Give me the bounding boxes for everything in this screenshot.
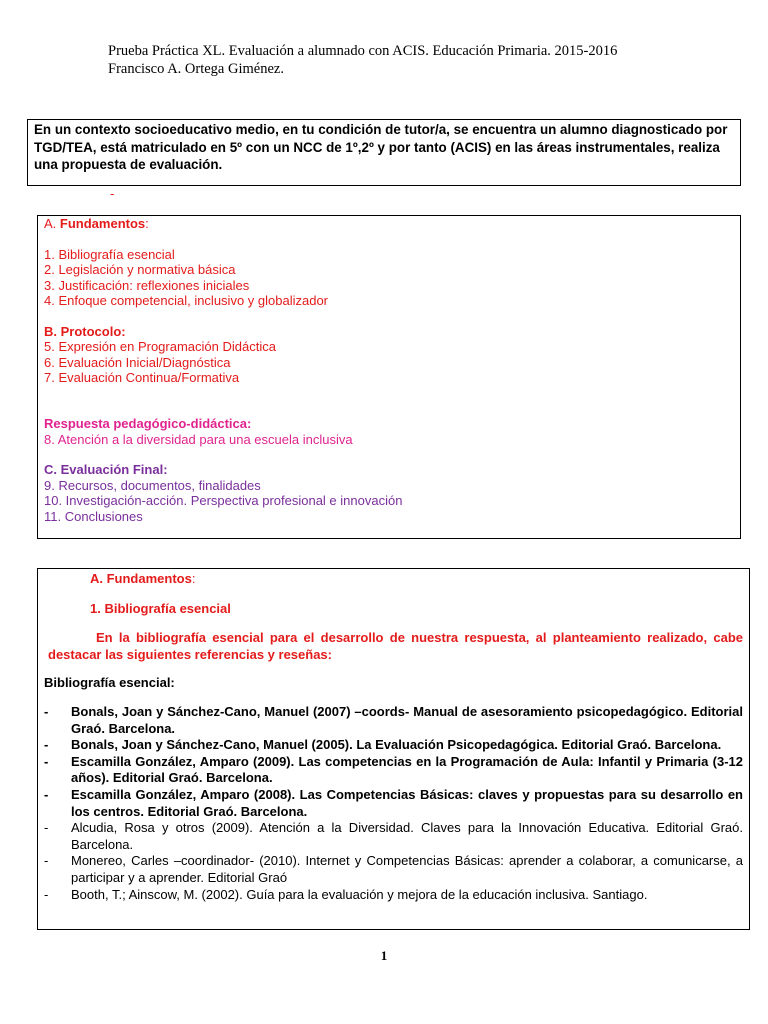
reference-text: Booth, T.; Ainscow, M. (2002). Guía para la evaluación y mejora de la educación inclusiva. Santiago.	[71, 886, 648, 902]
respuesta-heading: Respuesta pedagógico-didáctica:	[44, 416, 252, 432]
index-box	[37, 215, 741, 539]
header-title: Prueba Práctica XL. Evaluación a alumnado con ACIS. Educación Primaria. 2015-2016	[108, 43, 618, 59]
reference-dash: -	[44, 737, 49, 753]
index-item: 5. Expresión en Programación Didáctica	[44, 339, 276, 355]
section-a-colon: :	[145, 216, 149, 231]
page-number: 1	[380, 948, 388, 963]
section-b-heading: B. Protocolo:	[44, 323, 126, 339]
reference-dash: -	[44, 703, 49, 719]
reference-dash: -	[44, 753, 49, 769]
index-item: 10. Investigación-acción. Perspectiva profesional e innovación	[44, 493, 403, 509]
section-a-title: Fundamentos	[59, 216, 146, 231]
content-intro: En la bibliografía esencial para el desarrollo de nuestra respuesta, al planteamiento realizado, cabe destacar las siguientes referencias y reseñas:	[48, 630, 743, 662]
index-item: 7. Evaluación Continua/Formativa	[44, 370, 240, 386]
reference-item	[44, 754, 743, 787]
reference-text: Escamilla González, Amparo (2009). Las competencias en la Programación de Aula: Infantil y Primaria (3-12 años). Editorial Graó. Barcelona.	[71, 753, 743, 786]
reference-dash: -	[44, 853, 49, 869]
reference-dash: -	[44, 786, 49, 802]
content-heading-colon: :	[191, 571, 196, 586]
section-a-letter: A.	[44, 216, 60, 231]
biblio-label: Bibliografía esencial:	[44, 675, 175, 691]
reference-dash: -	[44, 886, 49, 902]
content-heading	[44, 571, 743, 588]
reference-item	[44, 787, 743, 820]
reference-item	[44, 737, 743, 754]
index-item: 8. Atención a la diversidad para una escuela inclusiva	[44, 431, 353, 447]
index-item: 6. Evaluación Inicial/Diagnóstica	[44, 354, 231, 370]
reference-text: Alcudia, Rosa y otros (2009). Atención a la Diversidad. Claves para la Innovación Educativa. Editorial Graó. Barcelona.	[71, 820, 743, 852]
reference-item	[44, 820, 743, 853]
exercise-prompt-box	[27, 119, 741, 186]
index-item: 9. Recursos, documentos, finalidades	[44, 477, 261, 493]
header-author: Francisco A. Ortega Giménez.	[108, 61, 284, 77]
reference-text: Escamilla González, Amparo (2008). Las Competencias Básicas: claves y propuestas para su desarrollo en los centros. Editorial Graó. Barcelona.	[71, 786, 743, 819]
reference-text: Monereo, Carles –coordinador- (2010). Internet y Competencias Básicas: aprender a colaborar, a comunicarse, a participar y a aprender. Editorial Graó	[71, 853, 743, 885]
content-heading-title: A. Fundamentos	[90, 571, 192, 586]
index-item: 4. Enfoque competencial, inclusivo y globalizador	[44, 293, 329, 309]
index-item: 1. Bibliografía esencial	[44, 246, 175, 262]
reference-text: Bonals, Joan y Sánchez-Cano, Manuel (2005). La Evaluación Psicopedagógica. Editorial Graó. Barcelona.	[71, 737, 722, 753]
index-item: 2. Legislación y normativa básica	[44, 262, 236, 278]
content-box	[37, 568, 750, 930]
reference-item	[44, 887, 743, 904]
exercise-prompt: En un contexto socioeducativo medio, en tu condición de tutor/a, se encuentra un alumno diagnosticado por TGD/TEA, está matriculado en 5º con un NCC de 1º,2º y por tanto (ACIS) en las áreas instrumentales, realiza una propuesta de evaluación.	[34, 122, 728, 172]
index-item: 3. Justificación: reflexiones iniciales	[44, 277, 250, 293]
content-subheading: 1. Bibliografía esencial	[90, 600, 231, 616]
index-item: 11. Conclusiones	[44, 508, 143, 524]
section-a-heading	[44, 216, 734, 231]
reference-text: Bonals, Joan y Sánchez-Cano, Manuel (2007) –coords- Manual de asesoramiento psicopedagógico. Editorial Graó. Barcelona.	[71, 703, 743, 736]
reference-item	[44, 704, 743, 737]
dash-mark: -	[110, 186, 115, 201]
section-c-heading: C. Evaluación Final:	[44, 462, 168, 478]
document-header	[108, 42, 708, 78]
reference-item	[44, 853, 743, 886]
reference-dash: -	[44, 820, 49, 836]
